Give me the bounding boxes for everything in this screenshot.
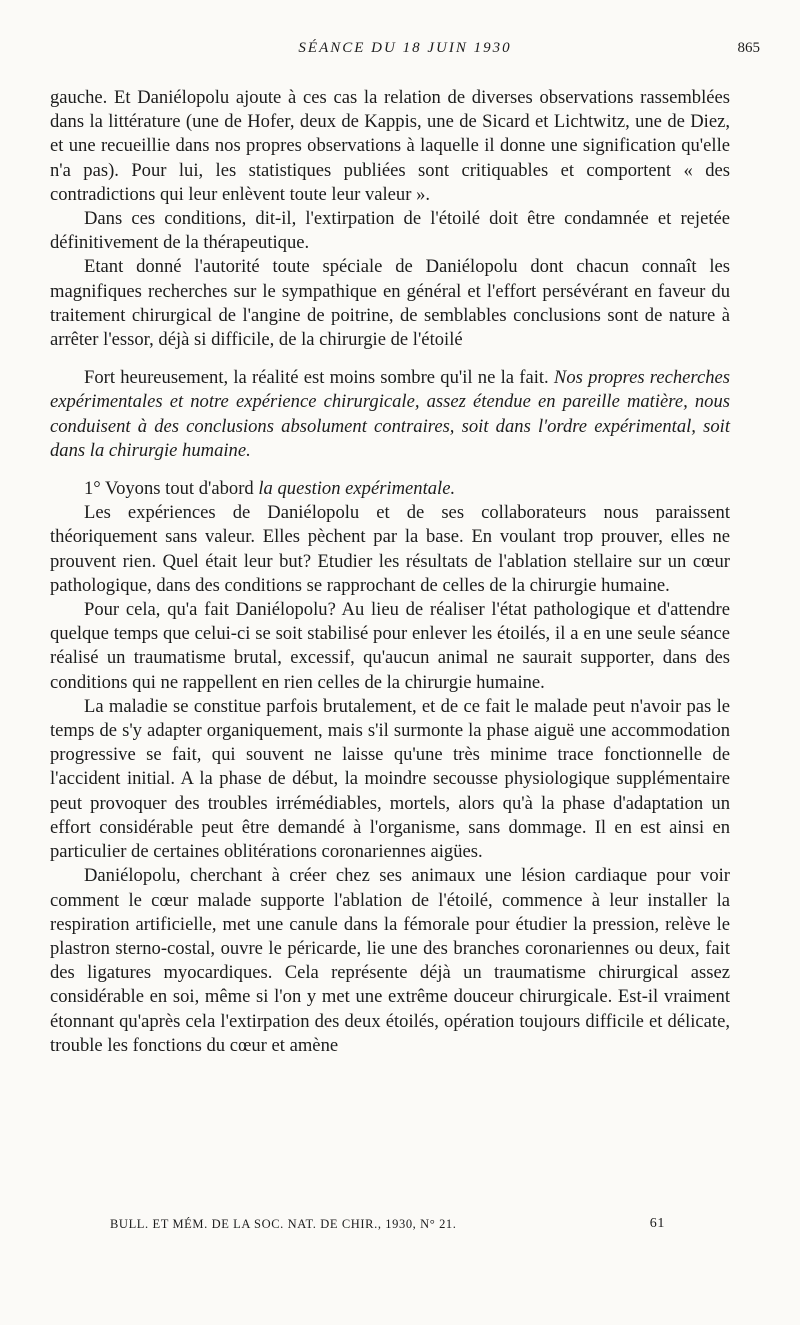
- paragraph-9: Daniélopolu, cherchant à créer chez ses animaux une lésion cardiaque pour voir comment le cœur malade supporte l'ablation de l'étoilé, commence à leur installer la respiration artificielle, met une canule dans la fémorale pour étudier la pression, relève le plastron sterno-costal, ouvre le péricarde, lie une des branches coronariennes ou deux, fait des ligatures myocardiques. Cela représente déjà un traumatisme chirurgical assez considérable en soi, même si l'on y met une extrême douceur chirurgicale. Est-il vraiment étonnant qu'après cela l'extirpation des deux étoilés, opération toujours difficile et délicate, trouble les fonctions du cœur et amène: [50, 865, 730, 1056]
- paragraph-6: Les expériences de Daniélopolu et de ses collaborateurs nous paraissent théoriquement sans valeur. Elles pèchent par la base. En voulant trop prouver, elles ne prouvent rien. Quel était leur but? Etudier les résultats de l'ablation stellaire sur un cœur pathologique, dans des conditions se rapprochant de celles de la chirurgie humaine.: [50, 502, 730, 596]
- paragraph-8: La maladie se constitue parfois brutalement, et de ce fait le malade peut n'avoir pas le temps de s'y adapter organiquement, mais s'il surmonte la phase aiguë une accommodation progressive se fait, qui souvent ne laisse qu'une très minime trace fonctionnelle de l'accident initial. A la phase de début, la moindre secousse physiologique supplémentaire peut provoquer des troubles irrémédiables, mortels, alors qu'à la phase d'adaptation un effort considérable peut être demandé à l'organisme, sans dommage. Il en est ainsi en particulier de certaines oblitérations coronariennes aigües.: [50, 695, 730, 863]
- page-body: [50, 86, 730, 1058]
- running-header: [50, 40, 760, 64]
- page-number: 865: [737, 40, 760, 56]
- paragraph-4-italic: Nos propres recherches expérimentales et notre expérience chirurgicale, assez étendue en pareille matière, nous conduisent à des conclusions absolument contraires, soit dans l'ordre expérimental, soit dans la chirurgie humaine.: [50, 367, 730, 461]
- journal-reference: BULL. ET MÉM. DE LA SOC. NAT. DE CHIR., 1930, N° 21.: [110, 1217, 457, 1231]
- paragraph-5: [50, 477, 730, 501]
- paragraph-3: Etant donné l'autorité toute spéciale de Daniélopolu dont chacun connaît les magnifiques recherches sur le sympathique en général et l'effort persévérant en faveur du traitement chirurgical de l'angine de poitrine, de semblables conclusions sont de nature à arrêter l'essor, déjà si difficile, de la chirurgie de l'étoilé: [50, 256, 730, 351]
- paragraph-5-roman: 1° Voyons tout d'abord: [84, 478, 254, 500]
- paragraph-4: [50, 366, 730, 463]
- header-title: SÉANCE DU 18 JUIN 1930: [298, 40, 512, 56]
- signature-mark: 61: [649, 1216, 665, 1231]
- paragraph-4-roman: Fort heureusement, la réalité est moins sombre qu'il ne la fait.: [84, 367, 549, 389]
- paragraph-2: Dans ces conditions, dit-il, l'extirpation de l'étoilé doit être condamnée et rejetée définitivement de la thérapeutique.: [50, 208, 730, 254]
- paragraph-1: gauche. Et Daniélopolu ajoute à ces cas la relation de diverses observations rassemblées dans la littérature (une de Hofer, deux de Kappis, une de Sicard et Lichtwitz, une de Diez, et une recueillie dans nos propres observations à laquelle il donne une signification qu'elle n'a pas). Pour lui, les statistiques publiées sont critiquables et comportent « des contradictions qui leur enlèvent toute leur valeur ».: [50, 87, 730, 205]
- paragraph-5-italic: la question expérimentale.: [258, 478, 456, 500]
- paragraph-7: Pour cela, qu'a fait Daniélopolu? Au lieu de réaliser l'état pathologique et d'attendre quelque temps que celui-ci se soit stabilisé pour enlever les étoilés, il a en une seule séance réalisé un traumatisme brutal, excessif, qu'aucun animal ne saurait supporter, dans des conditions qui ne rappellent en rien celles de la chirurgie humaine.: [50, 599, 730, 693]
